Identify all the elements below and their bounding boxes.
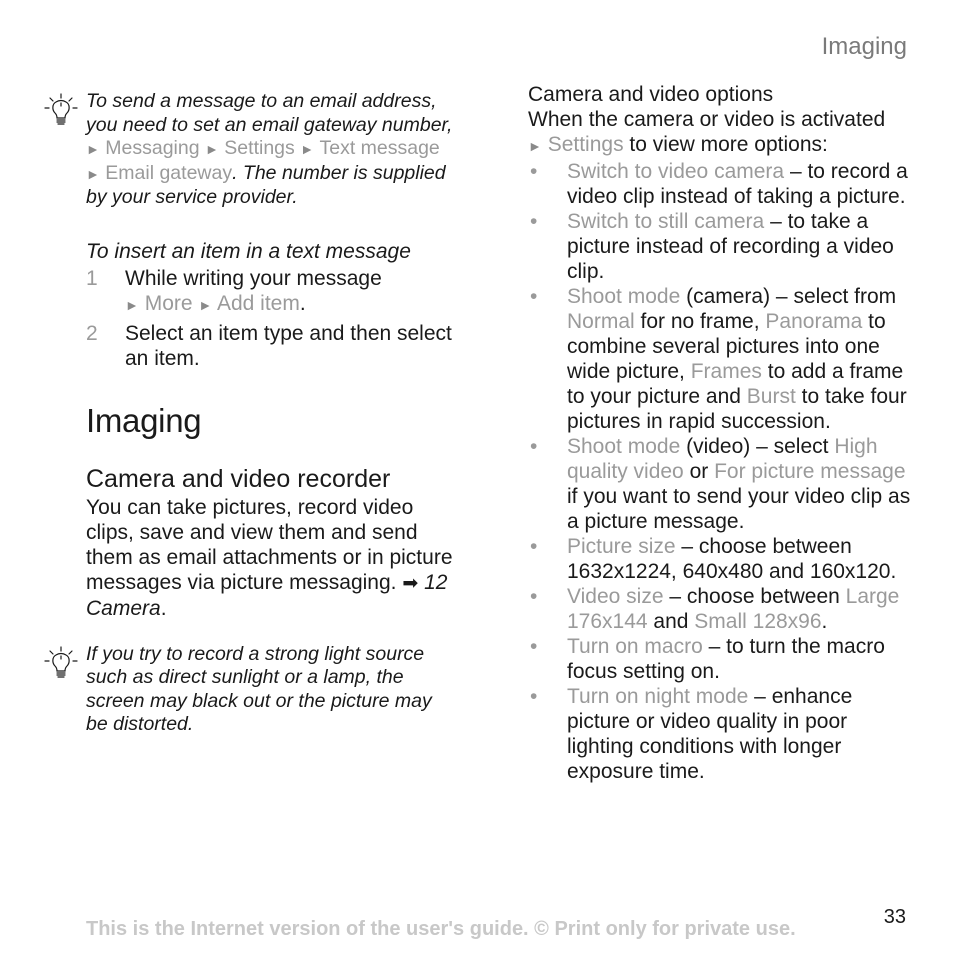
menu-arrow-icon: ► bbox=[198, 296, 213, 313]
menu-item-video-size: Video size bbox=[567, 585, 664, 608]
list-item: • Shoot mode (video) – select High quality video or For picture message if you want to send your video clip as a picture message. bbox=[528, 434, 918, 534]
list-item: • Turn on night mode – enhance picture or video quality in poor lighting conditions with longer exposure time. bbox=[528, 684, 918, 784]
menu-arrow-icon: ► bbox=[86, 141, 100, 157]
left-column bbox=[86, 90, 456, 737]
footer-note: This is the Internet version of the user's guide. © Print only for private use. bbox=[86, 918, 796, 940]
tip-strong-light bbox=[86, 643, 456, 737]
step-number: 2 bbox=[86, 321, 98, 345]
menu-item-shoot-mode: Shoot mode bbox=[567, 435, 681, 458]
menu-item-more: More bbox=[144, 291, 193, 315]
options-intro: When the camera or video is activated ► Settings to view more options: bbox=[528, 108, 886, 156]
menu-item-text-message: Text message bbox=[319, 137, 440, 159]
list-item: • Switch to video camera – to record a video clip instead of taking a picture. bbox=[528, 159, 918, 209]
menu-item-for-picture-message: For picture message bbox=[714, 460, 906, 483]
tip-text-end: . The number is supplied by your service provider. bbox=[86, 161, 446, 208]
page-number: 33 bbox=[883, 906, 906, 928]
menu-item-picture-size: Picture size bbox=[567, 535, 676, 558]
tip-text: To send a message to an email address, you need to set an email gateway number, bbox=[86, 90, 453, 136]
menu-item-panorama: Panorama bbox=[765, 310, 863, 333]
body-paragraph: You can take pictures, record video clips, save and view them and send them as email attachments or in picture messages via picture messaging. ➡ 12 Camera. bbox=[86, 495, 453, 620]
menu-item-switch-still: Switch to still camera bbox=[567, 210, 765, 233]
menu-arrow-icon: ► bbox=[86, 165, 100, 182]
menu-item-normal: Normal bbox=[567, 310, 635, 333]
list-item: • Shoot mode (camera) – select from Normal for no frame, Panorama to combine several pictures into one wide picture, Frames to add a frame to your picture and Burst to take four pictures in rapid succession. bbox=[528, 284, 918, 434]
step-text: Select an item type and then select an item. bbox=[125, 321, 452, 370]
reference-arrow-icon: ➡ bbox=[402, 572, 419, 594]
menu-arrow-icon: ► bbox=[528, 138, 542, 154]
menu-item-high-quality: High quality video bbox=[567, 435, 878, 483]
menu-item-shoot-mode: Shoot mode bbox=[567, 285, 681, 308]
list-item: • Video size – choose between Large 176x144 and Small 128x96. bbox=[528, 584, 918, 634]
step-number: 1 bbox=[86, 266, 98, 290]
tip-email-gateway bbox=[86, 90, 456, 210]
running-header: Imaging bbox=[821, 33, 907, 60]
step-1 bbox=[86, 266, 456, 318]
menu-item-night-mode: Turn on night mode bbox=[567, 685, 749, 708]
menu-item-small: Small 128x96 bbox=[694, 610, 822, 633]
step-2 bbox=[86, 321, 456, 371]
menu-item-settings: Settings bbox=[547, 133, 624, 156]
menu-arrow-icon: ► bbox=[300, 141, 315, 157]
subsection-title: Camera and video recorder bbox=[86, 464, 391, 493]
section-title: Imaging bbox=[86, 401, 202, 439]
options-heading: Camera and video options bbox=[528, 83, 774, 106]
menu-arrow-icon: ► bbox=[205, 141, 219, 157]
lightbulb-icon bbox=[44, 93, 78, 127]
lightbulb-icon bbox=[44, 646, 78, 680]
menu-item-add-item: Add item bbox=[216, 291, 300, 315]
right-column bbox=[528, 82, 918, 784]
menu-arrow-icon: ► bbox=[125, 296, 139, 313]
menu-item-burst: Burst bbox=[746, 385, 796, 408]
procedure-title: To insert an item in a text message bbox=[86, 239, 411, 263]
menu-item-messaging: Messaging bbox=[105, 137, 200, 159]
step-text: While writing your message ► More ► Add item. bbox=[125, 266, 382, 315]
list-item: • Picture size – choose between 1632x1224, 640x480 and 160x120. bbox=[528, 534, 918, 584]
menu-item-email-gateway: Email gateway bbox=[105, 161, 233, 184]
menu-item-turn-on-macro: Turn on macro bbox=[567, 635, 703, 658]
menu-item-frames: Frames bbox=[690, 360, 762, 383]
menu-item-large: Large 176x144 bbox=[567, 585, 900, 633]
list-item: • Turn on macro – to turn the macro focus setting on. bbox=[528, 634, 918, 684]
reference-link[interactable]: 12 Camera bbox=[86, 570, 448, 620]
tip-text: If you try to record a strong light source such as direct sunlight or a lamp, the screen may black out or the picture may be distorted. bbox=[86, 642, 432, 735]
list-item: • Switch to still camera – to take a picture instead of recording a video clip. bbox=[528, 209, 918, 284]
options-list bbox=[528, 159, 918, 784]
menu-item-settings: Settings bbox=[224, 137, 295, 159]
menu-item-switch-video: Switch to video camera bbox=[567, 160, 785, 183]
